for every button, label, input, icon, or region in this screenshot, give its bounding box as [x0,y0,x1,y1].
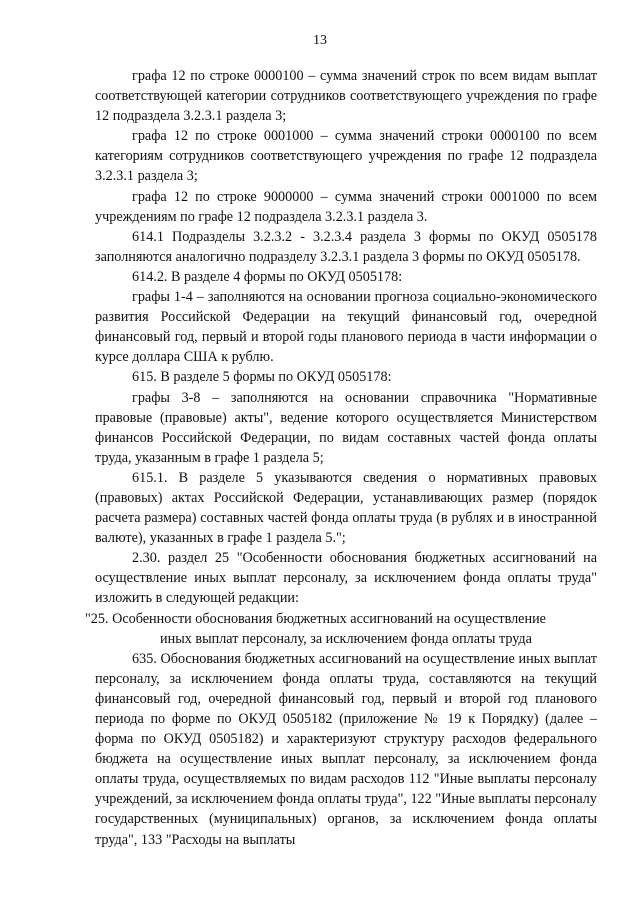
paragraph-grafa-12-9000000: графа 12 по строке 9000000 – сумма значений строки 0001000 по всем учреждениям по графе 12 подраздела 3.2.3.1 раздела 3. [95,188,597,225]
section-heading-line-1: "25. Особенности обоснования бюджетных ассигнований на осуществление [85,610,546,627]
paragraph-grafa-12-0001000: графа 12 по строке 0001000 – сумма значений строки 0000100 по всем категориям сотрудников соответствующего учреждения по графе 12 подраздела 3.2.3.1 раздела 3; [95,128,597,185]
paragraph-614-2: 614.2. В разделе 4 формы по ОКУД 0505178: [132,268,403,285]
paragraph-635: 635. Обоснования бюджетных ассигнований на осуществление иных выплат персоналу, за исключением фонда оплаты труда, составляются на текущий финансовый год, очередной финансовый год, первый и второй год планового периода по форме по ОКУД 0505182 (приложение № 19 к Порядку) (далее – форма по ОКУД 0505182) и характеризуют структуру расходов федерального бюджета на осуществление иных выплат персоналу, за исключением фонда оплаты труда, осуществляемых по видам расходов 112 "Иные выплаты персоналу учреждений, за исключением фонда оплаты труда", 122 "Иные выплаты персоналу государственных (муниципальных) органов, за исключением фонда оплаты труда", 133 "Расходы на выплаты [95,650,597,848]
document-body [85,66,597,850]
section-heading-line-2: иных выплат персоналу, за исключением фонда оплаты труда [160,630,532,647]
paragraph-2-30: 2.30. раздел 25 "Особенности обоснования бюджетных ассигнований на осуществление иных выплат персоналу, за исключением фонда оплаты труда" изложить в следующей редакции: [95,550,597,607]
page-number: 13 [313,33,327,48]
paragraph-615: 615. В разделе 5 формы по ОКУД 0505178: [132,369,392,386]
paragraph-grafy-3-8: графы 3-8 – заполняются на основании справочника "Нормативные правовые (правовые) акты", ведение которого осуществляется Министерством финансов Российской Федерации, по видам составных частей фонда оплаты труда, указанным в графе 1 раздела 5; [95,389,597,466]
section-heading [85,609,597,649]
paragraph-614-1: 614.1 Подразделы 3.2.3.2 - 3.2.3.4 раздела 3 формы по ОКУД 0505178 заполняются аналогично подразделу 3.2.3.1 раздела 3 формы по ОКУД 0505178. [95,228,597,265]
paragraph-grafa-12-0000100: графа 12 по строке 0000100 – сумма значений строк по всем видам выплат соответствующей категории сотрудников соответствующего учреждения по графе 12 подраздела 3.2.3.1 раздела 3; [95,68,597,125]
paragraph-grafy-1-4: графы 1-4 – заполняются на основании прогноза социально-экономического развития Российской Федерации на текущий финансовый год, очередной финансовый год, первый и второй годы планового периода в части информации о курсе доллара США к рублю. [95,289,597,366]
paragraph-615-1: 615.1. В разделе 5 указываются сведения о нормативных правовых (правовых) актах Российской Федерации, устанавливающих размер (порядок расчета размера) составных частей фонда оплаты труда (в рублях и в иностранной валюте), указанных в графе 1 раздела 5."; [95,469,597,547]
